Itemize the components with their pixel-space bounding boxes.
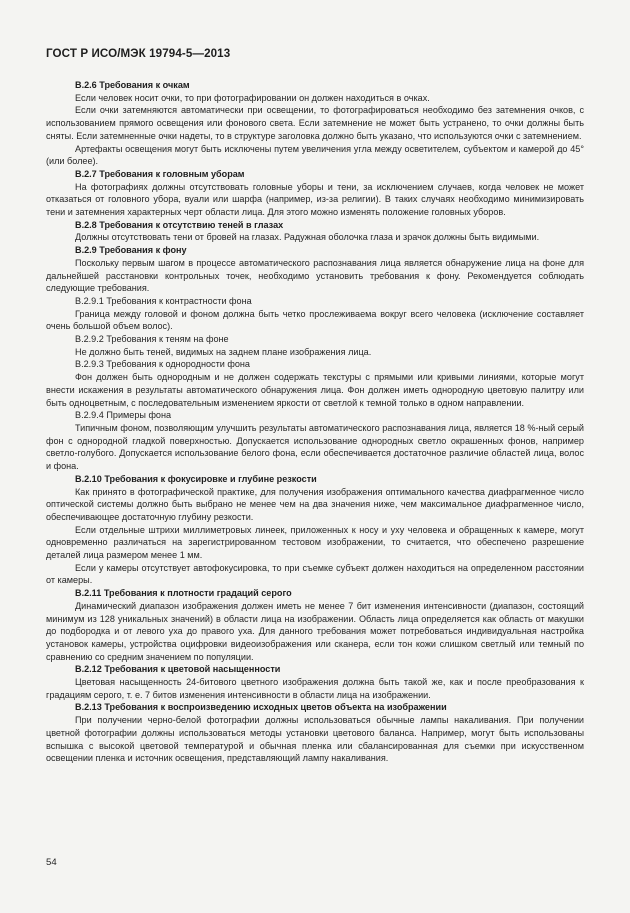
body-paragraph: Граница между головой и фоном должна быть четко прослеживаема вокруг всего человека (исключение составляет очень большой объем волос).	[46, 308, 584, 332]
section-heading: В.2.9 Требования к фону	[75, 245, 187, 256]
body-paragraph: Цветовая насыщенность 24-битового цветного изображения должна быть такой же, как и после преобразования к градациям серого, т. е. 7 битов изменения интенсивности в области лица на изображении.	[46, 677, 584, 700]
section-heading: В.2.10 Требования к фокусировке и глубине резкости	[75, 473, 317, 484]
body-paragraph: В.2.9.3 Требования к однородности фона	[75, 359, 250, 370]
body-paragraph: Как принято в фотографической практике, для получения изображения оптимального качества диафрагменное число оптической системы должно быть выбрано не менее чем на два значения ниже, чем максимальное диафрагменное число, обеспечивающее достаточную глубину резкости.	[46, 486, 584, 522]
body-paragraph: В.2.9.1 Требования к контрастности фона	[75, 295, 252, 306]
document-body	[46, 79, 584, 765]
body-paragraph: При получении черно-белой фотографии должны использоваться обычные лампы накаливания. При получении цветной фотографии должны использоваться методы установки цветового баланса. Например, могут быть использованы вспышка с высокой цветовой температурой и обычная пленка или сбалансированная для съемки при искусственном освещении пленка и источник освещения, представляющий лампу накаливания.	[46, 715, 584, 764]
body-paragraph: Поскольку первым шагом в процессе автоматического распознавания лица является обнаружение лица на фоне для дальнейшей расстановки контрольных точек, необходимо установить требования к фону. Рекомендуется соблюдать следующие требования.	[46, 257, 584, 294]
section-heading: В.2.13 Требования к воспроизведению исходных цветов объекта на изображении	[75, 702, 447, 713]
section-heading: В.2.7 Требования к головным уборам	[75, 168, 245, 179]
section-heading: В.2.8 Требования к отсутствию теней в глазах	[75, 219, 284, 230]
body-paragraph: Не должно быть теней, видимых на заднем плане изображения лица.	[75, 346, 372, 357]
body-paragraph: Фон должен быть однородным и не должен содержать текстуры с прямыми или кривыми линиями, которые могут внести искажения в результаты автоматического обнаружения лица. Фон должен иметь однородную цветовую палитру или быть одноцветным, с последовательным изменением яркости от светлой к темной только в одном направлении.	[46, 372, 584, 408]
body-paragraph: Артефакты освещения могут быть исключены путем увеличения угла между осветителем, субъектом и камерой до 45° (или более).	[46, 143, 584, 167]
section-heading: В.2.12 Требования к цветовой насыщенности	[75, 664, 281, 675]
body-paragraph: В.2.9.2 Требования к теням на фоне	[75, 334, 229, 345]
section-heading: В.2.6 Требования к очкам	[75, 80, 190, 90]
body-paragraph: На фотографиях должны отсутствовать головные уборы и тени, за исключением случаев, когда человек не может отказаться от головного убора, вуали или шарфа (например, из-за религии). В таких случаях необходимо минимизировать тени и затемнения характерных черт области лица. Для этого можно изменять положение головных уборов.	[46, 181, 584, 218]
body-paragraph: Если человек носит очки, то при фотографировании он должен находиться в очках.	[75, 92, 430, 103]
body-paragraph: Динамический диапазон изображения должен иметь не менее 7 бит изменения интенсивности (диапазон, состоящий минимум из 128 уникальных значений) в области лица на изображении. Область лица определяется как область от макушки до подбородка и от левого уха до правого уха. Для данного требования может потребоваться индивидуальная настройка установок камеры, устройства оцифровки видеоизображения или сканера, если тон кожи слишком светлый или темный по сравнению со средним значением по популяции.	[46, 600, 584, 662]
body-paragraph: Типичным фоном, позволяющим улучшить результаты автоматического распознавания лица, является 18 %-ный серый фон с однородной гладкой поверхностью. Допускается использование однородных светло окрашенных фонов, например светло-голубого. Допускается использование белого фона, если обеспечивается достаточное различие областей лица, волос и фона.	[46, 422, 584, 472]
section-heading: В.2.11 Требования к плотности градаций серого	[75, 588, 292, 599]
body-paragraph: В.2.9.4 Примеры фона	[75, 410, 172, 421]
page-number: 54	[46, 857, 57, 868]
document-header: ГОСТ Р ИСО/МЭК 19794-5—2013	[46, 47, 231, 60]
body-paragraph: Должны отсутствовать тени от бровей на глазах. Радужная оболочка глаза и зрачок должны быть видимыми.	[75, 232, 540, 243]
body-paragraph: Если у камеры отсутствует автофокусировка, то при съемке субъект должен находиться на определенном расстоянии от камеры.	[46, 562, 584, 586]
body-paragraph: Если очки затемняются автоматически при освещении, то фотографироваться необходимо без затемнения очков, с использованием прямого освещения или фонового света. Если затемнение не может быть устранено, то очки должны быть сняты. Если затемненные очки надеты, то в структуре заголовка должно быть указано, что используются очки с затемнением.	[46, 105, 584, 141]
body-paragraph: Если отдельные штрихи миллиметровых линеек, приложенных к носу и уху человека и обращенных к камере, могут одновременно различаться на зарегистрированном тестовом изображении, то считается, что обеспечено разрешение деталей лица размером менее 1 мм.	[46, 524, 584, 561]
